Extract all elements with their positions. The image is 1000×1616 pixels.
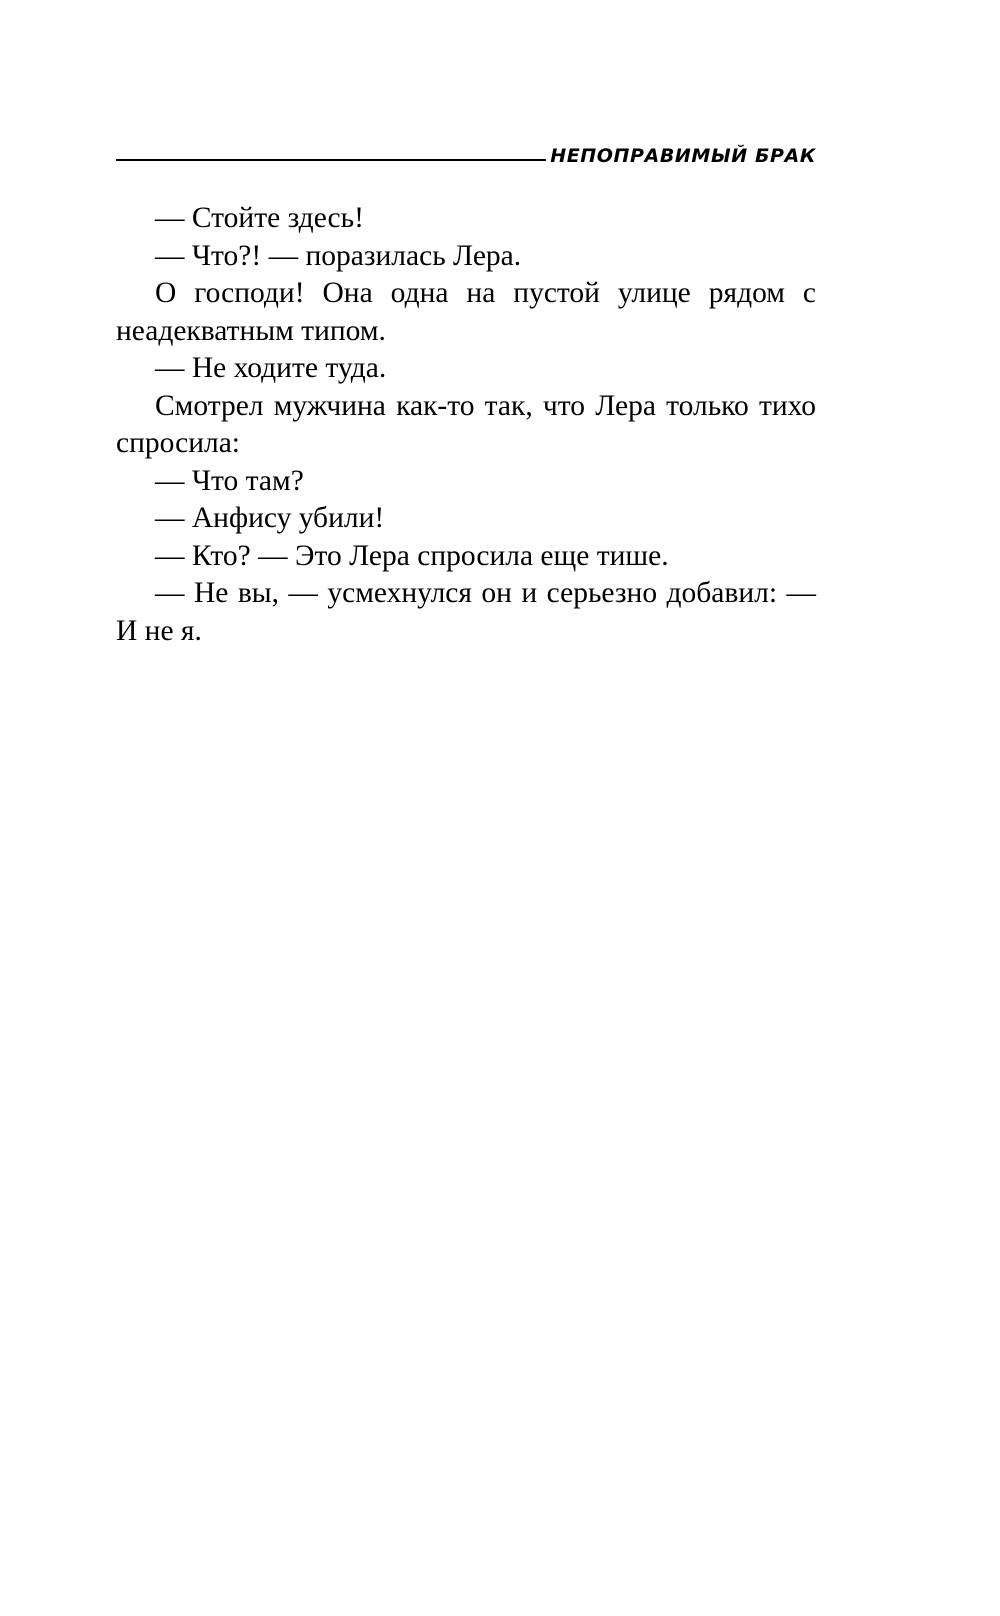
header-rule: [116, 159, 546, 161]
paragraph: — Стойте здесь!: [155, 202, 364, 234]
paragraph: — Что там?: [155, 464, 304, 497]
running-head: [116, 136, 816, 166]
paragraph: — Что?! — поразилась Лера.: [155, 239, 522, 272]
running-title: НЕПОПРАВИМЫЙ БРАК: [550, 145, 816, 167]
paragraph: — Анфису убили!: [155, 502, 385, 534]
paragraph: — Кто? — Это Лера спросила еще тише.: [155, 539, 669, 572]
paragraph: О господи! Она одна на пустой улице рядом с неадекватным типом.: [116, 277, 816, 347]
paragraph: — Не вы, — усмехнулся он и серьезно добавил: — И не я.: [116, 577, 816, 647]
paragraph: — Не ходите туда.: [155, 352, 387, 384]
paragraph: Смотрел мужчина как-то так, что Лера только тихо спросила:: [116, 389, 816, 459]
page-text: [116, 200, 816, 650]
